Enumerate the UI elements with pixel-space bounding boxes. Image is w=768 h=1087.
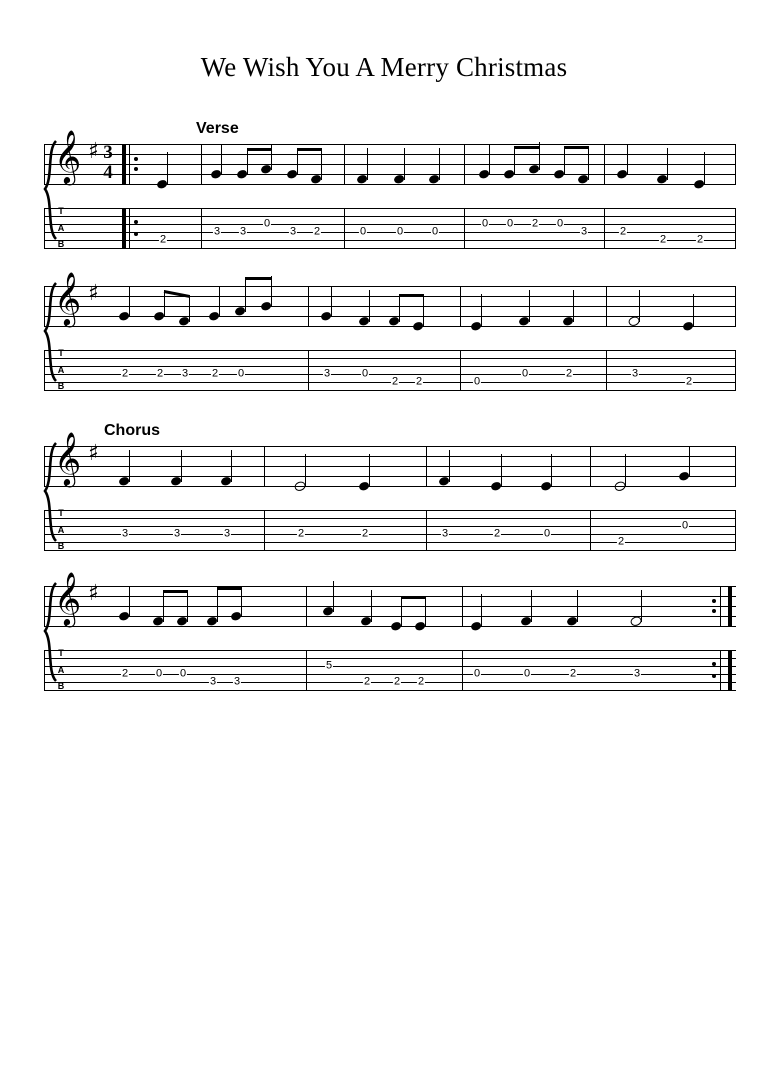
fret-number: 3 <box>121 527 129 540</box>
time-signature-top: 3 <box>103 142 113 163</box>
tab-letter-t: T <box>58 206 64 216</box>
fret-number: 3 <box>209 675 217 688</box>
treble-clef-icon: 𝄞 <box>54 129 82 183</box>
fret-number: 2 <box>391 375 399 388</box>
notation-staff <box>44 129 736 192</box>
fret-number: 3 <box>441 527 449 540</box>
tab-letter-a: A <box>57 223 65 233</box>
fret-number: 0 <box>155 667 163 680</box>
tab-letter-a: A <box>57 365 65 375</box>
fret-number: 5 <box>325 659 333 672</box>
fret-number: 0 <box>179 667 187 680</box>
fret-number: 2 <box>159 233 167 246</box>
tab-letter-b: B <box>57 541 65 551</box>
fret-number: 3 <box>580 225 588 238</box>
fret-number: 3 <box>631 367 639 380</box>
fret-number: 0 <box>431 225 439 238</box>
key-signature-sharp: ♯ <box>88 441 99 466</box>
fret-number: 2 <box>493 527 501 540</box>
section-label-chorus: Chorus <box>104 422 160 439</box>
fret-number: 2 <box>565 367 573 380</box>
tab-letter-b: B <box>57 239 65 249</box>
section-label-verse: Verse <box>196 120 239 137</box>
fret-number: 0 <box>481 217 489 230</box>
fret-number: 3 <box>233 675 241 688</box>
treble-clef-icon: 𝄞 <box>54 271 82 325</box>
system-2 <box>44 271 736 392</box>
fret-number: 2 <box>363 675 371 688</box>
fret-number: 3 <box>239 225 247 238</box>
tab-letter-b: B <box>57 681 65 691</box>
tablature-staff-1 <box>44 208 736 248</box>
fret-number: 2 <box>156 367 164 380</box>
notation-staff <box>44 431 736 494</box>
fret-number: 2 <box>659 233 667 246</box>
fret-number: 0 <box>473 667 481 680</box>
fret-number: 0 <box>543 527 551 540</box>
fret-number: 3 <box>173 527 181 540</box>
tab-letter-a: A <box>57 525 65 535</box>
key-signature-sharp: ♯ <box>88 139 99 164</box>
fret-number: 0 <box>263 217 271 230</box>
fret-number: 2 <box>531 217 539 230</box>
system-4 <box>44 571 736 692</box>
time-signature-bottom: 4 <box>103 162 113 183</box>
tablature-staff-2 <box>44 350 736 390</box>
system-1 <box>44 129 736 250</box>
fret-number: 3 <box>633 667 641 680</box>
fret-number: 2 <box>297 527 305 540</box>
notation-staff <box>44 571 736 634</box>
tab-letter-t: T <box>58 648 64 658</box>
fret-number: 2 <box>417 675 425 688</box>
fret-number: 2 <box>569 667 577 680</box>
key-signature-sharp: ♯ <box>88 581 99 606</box>
fret-number: 3 <box>181 367 189 380</box>
fret-number: 0 <box>473 375 481 388</box>
fret-number: 2 <box>361 527 369 540</box>
system-3 <box>44 431 736 552</box>
fret-number: 3 <box>289 225 297 238</box>
fret-number: 2 <box>121 667 129 680</box>
page-title: We Wish You A Merry Christmas <box>200 52 568 82</box>
fret-number: 2 <box>415 375 423 388</box>
fret-number: 0 <box>396 225 404 238</box>
fret-number: 3 <box>323 367 331 380</box>
fret-number: 2 <box>696 233 704 246</box>
fret-number: 0 <box>681 519 689 532</box>
tab-letter-b: B <box>57 381 65 391</box>
treble-clef-icon: 𝄞 <box>54 431 82 485</box>
fret-number: 0 <box>506 217 514 230</box>
tab-letter-t: T <box>58 348 64 358</box>
fret-number: 2 <box>393 675 401 688</box>
fret-number: 0 <box>237 367 245 380</box>
fret-number: 3 <box>223 527 231 540</box>
tab-letter-t: T <box>58 508 64 518</box>
fret-number: 3 <box>213 225 221 238</box>
fret-number: 2 <box>619 225 627 238</box>
fret-number: 2 <box>211 367 219 380</box>
tab-letter-a: A <box>57 665 65 675</box>
fret-number: 0 <box>521 367 529 380</box>
treble-clef-icon: 𝄞 <box>54 571 82 625</box>
tablature-staff-3 <box>44 510 736 550</box>
fret-number: 2 <box>617 535 625 548</box>
fret-number: 2 <box>685 375 693 388</box>
fret-number: 0 <box>523 667 531 680</box>
fret-number: 0 <box>359 225 367 238</box>
fret-number: 2 <box>313 225 321 238</box>
fret-number: 2 <box>121 367 129 380</box>
tablature-staff-4 <box>44 650 736 690</box>
notation-staff <box>44 271 736 334</box>
fret-number: 0 <box>361 367 369 380</box>
key-signature-sharp: ♯ <box>88 281 99 306</box>
fret-number: 0 <box>556 217 564 230</box>
